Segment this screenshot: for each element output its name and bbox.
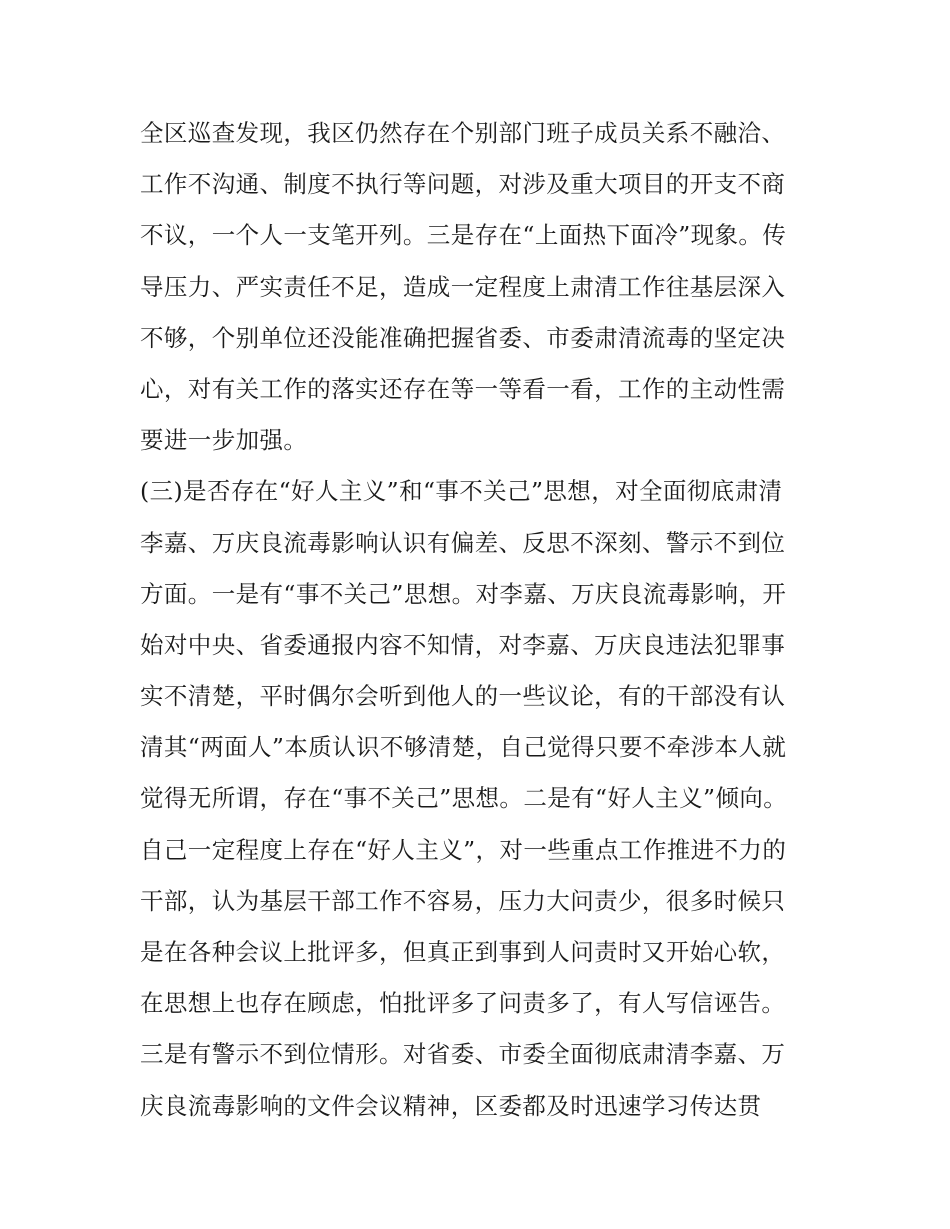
- text-line: 导压力、严实责任不足，造成一定程度上肃清工作往基层深入: [140, 272, 786, 301]
- section-heading-line: (三)是否存在“好人主义”和“事不关己”思想，对全面彻底肃清: [140, 477, 783, 506]
- text-line: 觉得无所谓，存在“事不关己”思想。二是有“好人主义”倾向。: [140, 784, 788, 813]
- text-line: 在思想上也存在顾虑，怕批评多了问责多了，有人写信诬告。: [140, 989, 786, 1018]
- text-line: 三是有警示不到位情形。对省委、市委全面彻底肃清李嘉、万: [140, 1040, 786, 1069]
- text-line: 心，对有关工作的落实还存在等一等看一看，工作的主动性需: [140, 374, 786, 403]
- text-line: 要进一步加强。: [140, 426, 308, 455]
- text-line: 干部，认为基层干部工作不容易，压力大问责少，很多时候只: [140, 886, 786, 915]
- text-line: 方面。一是有“事不关己”思想。对李嘉、万庆良流毒影响，开: [140, 579, 787, 608]
- text-line: 李嘉、万庆良流毒影响认识有偏差、反思不深刻、警示不到位: [140, 528, 786, 557]
- text-line: 工作不沟通、制度不执行等问题，对涉及重大项目的开支不商: [140, 170, 786, 199]
- text-line: 全区巡查发现，我区仍然存在个别部门班子成员关系不融洽、: [140, 119, 786, 147]
- text-line: 自己一定程度上存在“好人主义”，对一些重点工作推进不力的: [140, 835, 787, 864]
- text-line: 始对中央、省委通报内容不知情，对李嘉、万庆良违法犯罪事: [140, 630, 786, 659]
- text-line: 庆良流毒影响的文件会议精神，区委都及时迅速学习传达贯: [140, 1091, 762, 1120]
- text-line: 不够，个别单位还没能准确把握省委、市委肃清流毒的坚定决: [140, 323, 786, 352]
- text-line: 不议，一个人一支笔开列。三是存在“上面热下面冷”现象。传: [140, 221, 787, 250]
- text-line: 实不清楚，平时偶尔会听到他人的一些议论，有的干部没有认: [140, 682, 786, 711]
- document-body: [140, 108, 820, 1132]
- text-line: 清其“两面人”本质认识不够清楚，自己觉得只要不牵涉本人就: [140, 733, 787, 762]
- text-line: 是在各种会议上批评多，但真正到事到人问责时又开始心软，: [140, 938, 786, 966]
